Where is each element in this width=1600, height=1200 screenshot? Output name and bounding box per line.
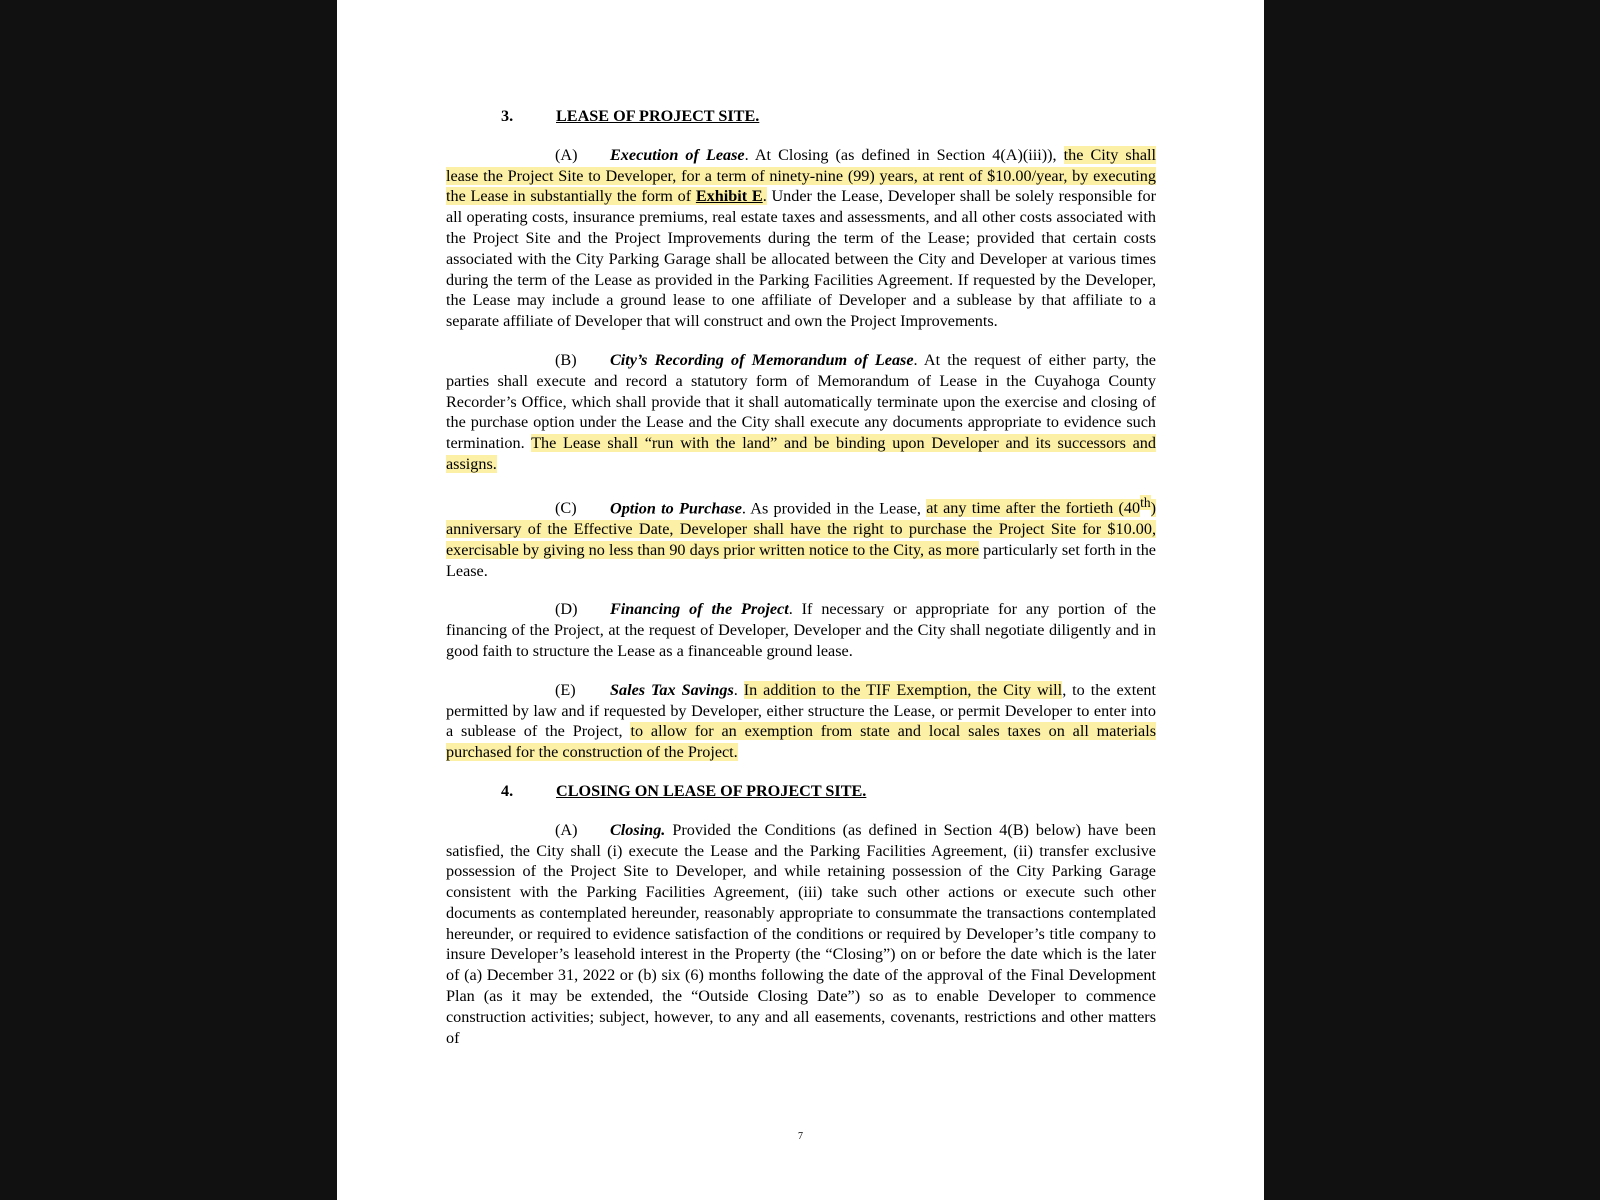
paragraph-text: particularly set forth in the Lease. bbox=[446, 540, 1156, 580]
paragraph-text: . At the request of either party, the parties shall execute and record a statutory form of Memorandum of Lease in the Cuyahoga County Recorder’s Office, which shall provide that it shall automatically terminate upon the exercise and closing of the purchase option under the Lease and the City shall execute any documents appropriate to evidence such termination. bbox=[446, 350, 1156, 453]
paragraph-letter: (D) bbox=[555, 600, 578, 619]
paragraph-3e bbox=[446, 680, 1156, 763]
paragraph-caption: Execution of Lease bbox=[610, 145, 745, 164]
section-title: LEASE OF PROJECT SITE. bbox=[556, 107, 760, 125]
highlighted-text: ) anniversary of the Effective Date, Developer shall have the right to purchase the Project Site for $10.00, exercisable by giving no less than 90 days prior written notice to the City, as more bbox=[446, 499, 1156, 559]
paragraph-caption: Financing of the Project bbox=[610, 600, 789, 619]
paragraph-letter: (A) bbox=[555, 820, 578, 839]
exhibit-reference: Exhibit E bbox=[695, 187, 763, 206]
paragraph-letter: (C) bbox=[555, 499, 577, 518]
highlighted-text: at any time after the fortieth (40 bbox=[926, 499, 1141, 518]
paragraph-4a bbox=[446, 820, 1156, 1049]
section-number: 3. bbox=[501, 107, 514, 125]
paragraph-text: . If necessary or appropriate for any portion of the financing of the Project, at the request of Developer, Developer and the City shall negotiate diligently and in good faith to structure the Lease as a financeable ground lease. bbox=[446, 600, 1156, 660]
paragraph-3d bbox=[446, 599, 1156, 661]
section-3-heading bbox=[446, 106, 1156, 127]
document-page bbox=[337, 0, 1264, 1200]
highlighted-text: the City shall lease the Project Site to Developer, for a term of ninety-nine (99) years, at rent of $10.00/year, by executing the Lease in substantially the form of bbox=[446, 145, 1156, 206]
paragraph-caption: Closing. bbox=[610, 820, 666, 839]
paragraph-text: . At Closing (as defined in Section 4(A)(iii)), bbox=[744, 145, 1064, 164]
page-content bbox=[446, 106, 1156, 1066]
highlighted-text: to allow for an exemption from state and local sales taxes on all materials purchased for the construction of the Project. bbox=[446, 722, 1157, 762]
paragraph-text: Under the Lease, Developer shall be solely responsible for all operating costs, insurance premiums, real estate taxes and assessments, and all other costs associated with the Project Site and the Project Improvements during the term of the Lease; provided that certain costs associated with the City Parking Garage shall be allocated between the City and Developer at various times during the term of the Lease as provided in the Parking Facilities Agreement. If requested by the Developer, the Lease may include a ground lease to one affiliate of Developer and a sublease by that affiliate to a separate affiliate of Developer that will construct and own the Project Improvements. bbox=[446, 187, 1156, 331]
highlighted-text: The Lease shall “run with the land” and be binding upon Developer and its successors and assigns. bbox=[446, 434, 1156, 473]
paragraph-3b bbox=[446, 350, 1156, 475]
paragraph-text: . bbox=[733, 680, 744, 699]
highlighted-text: In addition to the TIF Exemption, the City will bbox=[743, 680, 1063, 699]
section-4-heading bbox=[446, 781, 1156, 802]
paragraph-3c bbox=[446, 493, 1156, 582]
paragraph-text: . As provided in the Lease, bbox=[741, 499, 927, 518]
section-title: CLOSING ON LEASE OF PROJECT SITE. bbox=[556, 781, 867, 800]
paragraph-3a bbox=[446, 145, 1156, 332]
superscript: th bbox=[1140, 494, 1151, 510]
paragraph-text: Provided the Conditions (as defined in Section 4(B) below) have been satisfied, the City shall (i) execute the Lease and the Parking Facilities Agreement, (ii) transfer exclusive possession of the Project Site to Developer, and while retaining possession of the City Parking Garage consistent with the Parking Facilities Agreement, (iii) take such other actions or execute such other documents as contemplated hereunder, reasonably appropriate to consummate the transactions contemplated hereunder, or required to evidence satisfaction of the conditions or required by Developer’s title company to insure Developer’s leasehold interest in the Property (the “Closing”) on or before the date which is the later of (a) December 31, 2022 or (b) six (6) months following the date of the approval of the Final Development Plan (as it may be extended, the “Outside Closing Date”) so as to enable Developer to commence construction activities; subject, however, to any and all easements, covenants, restrictions and other matters of bbox=[446, 820, 1156, 1047]
section-number: 4. bbox=[501, 781, 514, 800]
paragraph-caption: Option to Purchase bbox=[610, 499, 742, 518]
paragraph-letter: (A) bbox=[555, 145, 578, 164]
highlighted-text: . bbox=[762, 187, 767, 206]
page-number: 7 bbox=[798, 1131, 803, 1142]
paragraph-letter: (B) bbox=[555, 350, 577, 369]
paragraph-caption: Sales Tax Savings bbox=[610, 680, 734, 699]
paragraph-letter: (E) bbox=[555, 680, 576, 699]
paragraph-caption: City’s Recording of Memorandum of Lease bbox=[610, 350, 914, 369]
paragraph-text: , to the extent permitted by law and if requested by Developer, either structure the Lease, or permit Developer to enter into a sublease of the Project, bbox=[446, 680, 1157, 741]
